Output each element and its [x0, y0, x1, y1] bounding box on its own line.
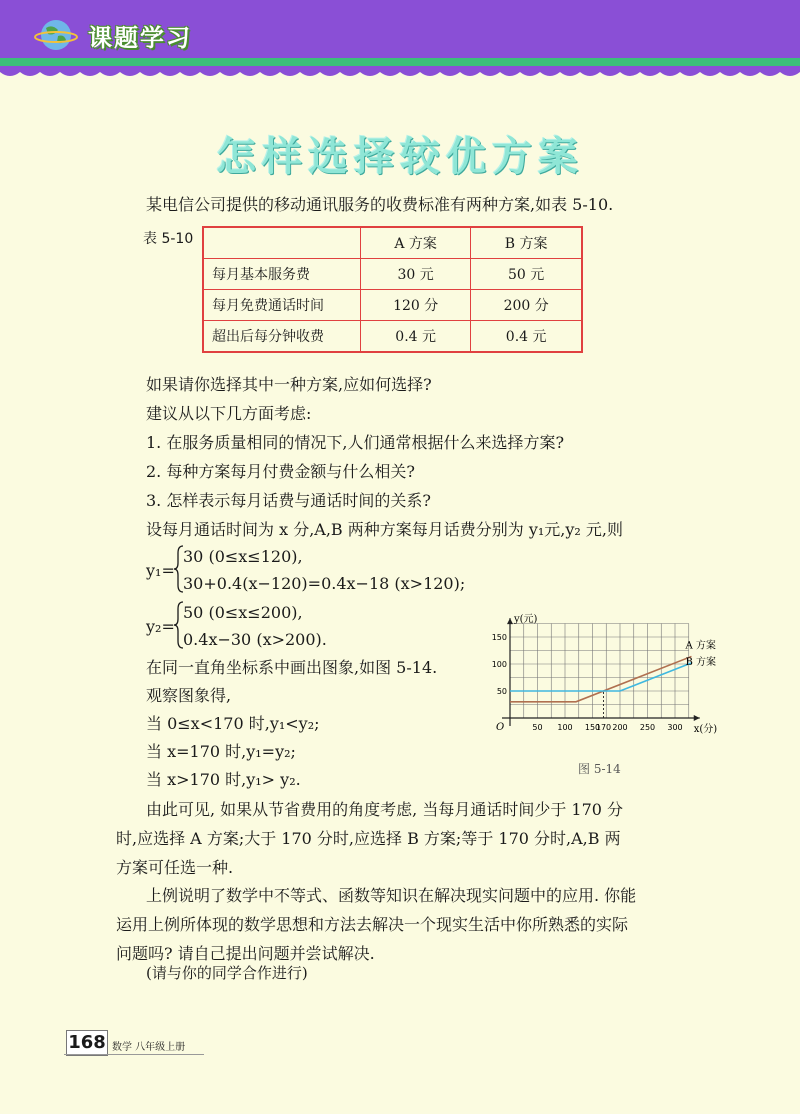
y-tick-label: 150	[491, 633, 507, 642]
banner-title: 课题学习	[88, 24, 192, 52]
y-tick-label: 50	[496, 687, 507, 696]
x-axis-label: x(分)	[693, 724, 718, 735]
table-header-row	[203, 227, 582, 259]
table-header-cell	[203, 227, 361, 259]
figure-caption: 图 5-14	[578, 762, 621, 776]
y-axis-label: y(元)	[514, 614, 538, 626]
series-label-b: B 方案	[685, 656, 717, 668]
x-tick-label: 300	[667, 723, 683, 732]
table-header-cell: B 方案	[471, 227, 582, 259]
question-2: 2. 每种方案每月付费金额与什么相关?	[146, 462, 415, 481]
footer-divider	[64, 1054, 204, 1055]
x-axis-arrow	[694, 715, 700, 721]
page-number: 168	[66, 1030, 108, 1056]
x-tick-label: 50	[532, 723, 543, 732]
banner-stripe	[0, 58, 800, 66]
observation-1: 在同一直角坐标系中画出图象,如图 5-14.	[146, 658, 438, 677]
table-row	[203, 321, 582, 353]
table-cell: 每月基本服务费	[203, 259, 361, 290]
x-tick-label: 100	[557, 723, 573, 732]
x-tick-label: 250	[639, 723, 656, 732]
question-3: 3. 怎样表示每月话费与通话时间的关系?	[146, 491, 431, 510]
table-cell: 50 元	[471, 259, 582, 290]
header-banner	[0, 0, 800, 88]
observation-5: 当 x>170 时,y₁> y₂.	[146, 770, 301, 789]
table-row	[203, 290, 582, 321]
globe-icon	[34, 18, 78, 52]
table-header-cell: A 方案	[361, 227, 471, 259]
table-caption: 表 5-10	[143, 231, 194, 247]
x-tick-label: 150	[584, 723, 601, 732]
setup-paragraph: 设每月通话时间为 x 分,A,B 两种方案每月话费分别为 y₁元,y₂ 元,则	[146, 520, 624, 539]
book-title: 数学 八年级上册	[112, 1042, 186, 1053]
application-3: 问题吗? 请自己提出问题并尝试解决.	[116, 944, 375, 963]
observation-2: 观察图象得,	[146, 686, 232, 705]
y2-label: y₂=	[146, 617, 175, 636]
application-1: 上例说明了数学中不等式、函数等知识在解决现实问题中的应用. 你能	[146, 886, 637, 905]
y2-case-1: 50 (0≤x≤200),	[183, 603, 303, 622]
table-cell: 120 分	[361, 290, 471, 321]
conclusion-2: 时,应选择 A 方案;大于 170 分时,应选择 B 方案;等于 170 分时,A,B 两	[116, 829, 621, 848]
page-title: 怎样选择较优方案	[216, 134, 584, 180]
y-axis-arrow	[507, 618, 513, 624]
question-0: 如果请你选择其中一种方案,应如何选择?	[146, 375, 432, 394]
origin-label: O	[496, 722, 505, 733]
question-1: 1. 在服务质量相同的情况下,人们通常根据什么来选择方案?	[146, 433, 565, 452]
table-cell: 每月免费通话时间	[203, 290, 361, 321]
table-cell: 200 分	[471, 290, 582, 321]
observation-3: 当 0≤x<170 时,y₁<y₂;	[146, 714, 320, 733]
x-tick-label: 170	[595, 723, 612, 732]
y1-label: y₁=	[146, 561, 175, 580]
question-intro: 建议从以下几方面考虑:	[146, 404, 312, 423]
observation-4: 当 x=170 时,y₁=y₂;	[146, 742, 296, 761]
intro-paragraph: 某电信公司提供的移动通讯服务的收费标准有两种方案,如表 5-10.	[146, 195, 614, 214]
table-cell: 0.4 元	[471, 321, 582, 353]
y1-case-2: 30+0.4(x−120)=0.4x−18 (x>120);	[183, 574, 466, 593]
x-tick-label: 200	[612, 723, 628, 732]
pricing-table	[202, 226, 583, 353]
function-graph	[488, 590, 738, 750]
y2-case-2: 0.4x−30 (x>200).	[183, 630, 327, 649]
banner-scallop-edge	[0, 66, 800, 88]
cooperation-note: (请与你的同学合作进行)	[146, 964, 308, 982]
conclusion-1: 由此可见, 如果从节省费用的角度考虑, 当每月通话时间少于 170 分	[146, 800, 624, 819]
table-cell: 0.4 元	[361, 321, 471, 353]
application-2: 运用上例所体现的数学思想和方法去解决一个现实生活中你所熟悉的实际	[116, 915, 629, 934]
table-cell: 30 元	[361, 259, 471, 290]
series-label-a: A 方案	[685, 640, 716, 652]
table-row	[203, 259, 582, 290]
y1-case-1: 30 (0≤x≤120),	[183, 547, 303, 566]
table-cell: 超出后每分钟收费	[203, 321, 361, 353]
y-tick-label: 100	[491, 660, 507, 669]
conclusion-3: 方案可任选一种.	[116, 858, 234, 877]
